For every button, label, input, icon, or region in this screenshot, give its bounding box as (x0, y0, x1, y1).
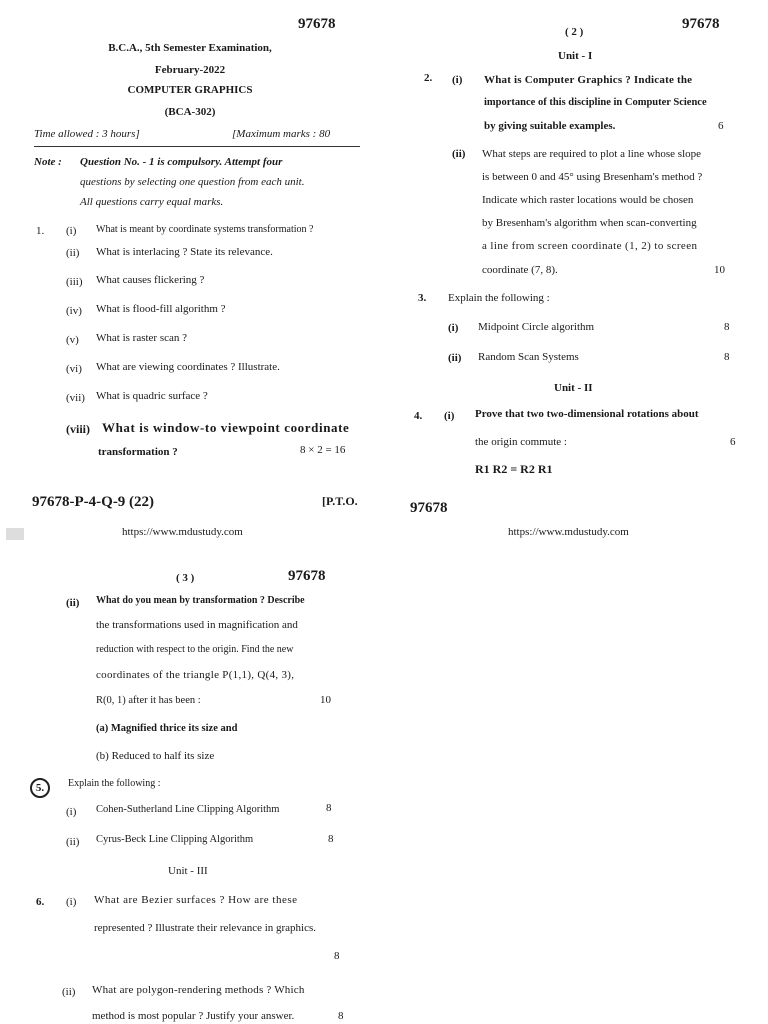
part-text: a line from screen coordinate (1, 2) to screen (482, 240, 698, 252)
formula: R1 R2 = R2 R1 (475, 462, 553, 476)
part-text: by Bresenham's algorithm when scan-converting (482, 217, 697, 229)
question-number: 6. (36, 896, 45, 908)
part-number: (ii) (66, 597, 80, 609)
question-marks: 10 (320, 694, 331, 706)
part-text: What are polygon-rendering methods ? Which (92, 984, 305, 996)
part-number: (vi) (66, 363, 82, 375)
part-text: represented ? Illustrate their relevance in graphics. (94, 922, 317, 934)
note-line: Question No. - 1 is compulsory. Attempt four (80, 156, 283, 168)
paper-code-number: 97678 (682, 16, 720, 32)
question-marks: 8 (326, 802, 332, 814)
paper-code-number: 97678 (288, 568, 326, 584)
part-number: (ii) (66, 836, 80, 848)
sub-part: (a) Magnified thrice its size and (96, 723, 238, 734)
part-text: importance of this discipline in Computer Science (484, 97, 707, 108)
part-number: (i) (66, 896, 77, 908)
part-text: What is interlacing ? State its relevance. (96, 246, 273, 258)
part-number: (i) (66, 806, 77, 818)
part-text: is between 0 and 45° using Bresenham's method ? (482, 171, 703, 183)
part-text: What steps are required to plot a line whose slope (482, 148, 702, 160)
part-number: (i) (66, 225, 77, 237)
question-number-circled: 5. (30, 778, 50, 798)
part-number: (viii) (66, 422, 90, 436)
part-text: What is flood-fill algorithm ? (96, 303, 226, 315)
part-text: Random Scan Systems (478, 351, 579, 363)
part-number: (i) (448, 322, 459, 334)
part-text: R(0, 1) after it has been : (96, 695, 201, 706)
part-text-continued: transformation ? (98, 446, 178, 458)
part-text: Midpoint Circle algorithm (478, 321, 595, 333)
part-text: What are viewing coordinates ? Illustrate. (96, 361, 280, 373)
part-text: What causes flickering ? (96, 274, 205, 286)
part-number: (ii) (66, 247, 80, 259)
question-number: 3. (418, 292, 427, 304)
question-number: 4. (414, 410, 423, 422)
part-text: Indicate which raster locations would be chosen (482, 194, 694, 206)
divider (34, 146, 360, 147)
max-marks: [Maximum marks : 80 (232, 128, 331, 140)
part-text: the origin commute : (475, 436, 567, 448)
paper-code-number: 97678 (298, 16, 336, 32)
part-text: What is Computer Graphics ? Indicate the (484, 74, 693, 86)
part-text: method is most popular ? Justify your answer. (92, 1010, 295, 1022)
part-number: (iii) (66, 276, 83, 288)
question-marks: 6 (718, 120, 724, 132)
unit-heading: Unit - I (558, 50, 593, 62)
part-text: What is raster scan ? (96, 332, 188, 344)
website-url[interactable]: https://www.mdustudy.com (508, 526, 629, 538)
exam-title: B.C.A., 5th Semester Examination, (108, 42, 272, 54)
part-number: (v) (66, 334, 79, 346)
footer-paper-code: 97678-P-4-Q-9 (22) (32, 494, 155, 510)
question-marks: 8 (334, 950, 340, 962)
part-text: What is meant by coordinate systems transformation ? (96, 224, 314, 235)
question-number: 2. (424, 72, 433, 84)
part-text: by giving suitable examples. (484, 120, 616, 132)
part-text: Prove that two two-dimensional rotations about (475, 408, 699, 420)
question-marks: 8 × 2 = 16 (300, 444, 346, 456)
question-marks: 6 (730, 436, 736, 448)
page-number: ( 2 ) (565, 26, 584, 38)
part-text: What is window-to viewpoint coordinate (102, 420, 350, 435)
part-number: (ii) (452, 148, 466, 160)
exam-date: February-2022 (154, 64, 226, 76)
scan-artifact (6, 528, 24, 540)
part-text: What do you mean by transformation ? Describe (96, 595, 305, 606)
part-text: Cohen-Sutherland Line Clipping Algorithm (96, 804, 280, 815)
footer-paper-code: 97678 (410, 500, 448, 516)
part-text: What is quadric surface ? (96, 390, 208, 402)
time-allowed: Time allowed : 3 hours] (34, 128, 140, 140)
part-text: Cyrus-Beck Line Clipping Algorithm (96, 834, 254, 845)
part-text: coordinate (7, 8). (482, 264, 558, 276)
note-line: All questions carry equal marks. (80, 196, 224, 208)
note-line: questions by selecting one question from each unit. (80, 176, 305, 188)
subject-title: COMPUTER GRAPHICS (127, 84, 253, 96)
question-marks: 8 (724, 321, 730, 333)
page-number: ( 3 ) (176, 572, 195, 584)
question-text: Explain the following : (68, 778, 161, 789)
unit-heading: Unit - II (554, 382, 593, 394)
subject-code: (BCA-302) (164, 106, 216, 118)
question-marks: 8 (338, 1010, 344, 1022)
part-text: reduction with respect to the origin. Find the new (96, 644, 294, 655)
part-number: (vii) (66, 392, 85, 404)
part-text: the transformations used in magnification and (96, 619, 298, 631)
part-text: What are Bezier surfaces ? How are these (94, 894, 298, 906)
pto-label: [P.T.O. (322, 494, 358, 508)
question-marks: 10 (714, 264, 725, 276)
question-number: 1. (36, 225, 45, 237)
part-text: coordinates of the triangle P(1,1), Q(4, 3), (96, 669, 295, 681)
sub-part: (b) Reduced to half its size (96, 750, 215, 762)
website-url[interactable]: https://www.mdustudy.com (122, 526, 243, 538)
part-number: (iv) (66, 305, 82, 317)
part-number: (ii) (448, 352, 462, 364)
part-number: (ii) (62, 986, 76, 998)
question-text: Explain the following : (448, 292, 550, 304)
question-marks: 8 (724, 351, 730, 363)
part-number: (i) (452, 74, 463, 86)
note-label: Note : (34, 156, 62, 168)
part-number: (i) (444, 410, 455, 422)
question-marks: 8 (328, 833, 334, 845)
unit-heading: Unit - III (168, 865, 208, 877)
